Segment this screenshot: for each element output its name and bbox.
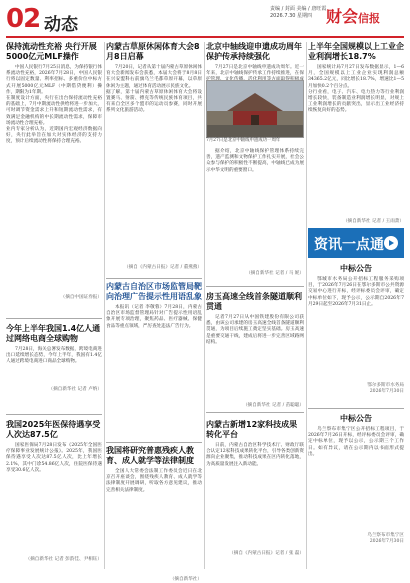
article-body: 本报讯（记者 李敬蓉）7月28日，内蒙古自治区市场监督管理局针对广告提示性用语乱象开展专项治理，聚焦药品、医疗器械、保健食品等重点领域，严厉查处违法广告行为。 [106,305,202,329]
headline[interactable]: 内蒙古自治区市场监管局靶向治理广告提示性用语乱象 [106,282,202,301]
masthead-meta [270,6,326,20]
masthead-logo [326,4,380,27]
column-2 [106,42,202,582]
article-divider [308,408,404,409]
article-source: （摘自新华社 记者 / 苗聪聪） [242,403,304,408]
headline[interactable]: 房玉高速全线首条隧道顺利贯通 [206,292,302,311]
article-central-axis [206,42,304,77]
article-source: （摘自新华社 记者 彭韵佳、尹相钰） [25,557,102,562]
header-rule [6,36,404,38]
article-source: （摘自中国证券报） [60,295,102,300]
headline[interactable]: 中标公告 [340,414,372,423]
article-body: 国家医保局7月28日发布《2025年全国医疗保障事业发展统计公报》。2025年，我国医保待遇享受人次达87.5亿人次，比上年增长2.1%，其中门诊54.86亿人次，住院医保待遇享受30.6亿人次。 [6,443,102,473]
section-name: 动态 [44,15,78,35]
central-axis-photo [206,80,304,138]
section-number: 02 [6,4,41,34]
article-body: 中国人民银行7月25日消息，为保持银行体系流动性充裕，2026年7月28日，中国人民银行将以固定数量、利率招标、多重价位中标方式开展5000亿元MLF（中期借贷便利）操作，期限为1年期。 在制度设计方面，央行在出台保持流动性充裕的基础上，7月中期流动性供给将进一步加大，可时调节资金需求上升和短期流动性需求，有效满足金融机构的中长期流动性需求，保障市场流动性合理充裕。 业内专家分析认为，近期国内宏观经济数据向好，央行此举旨在加大对实体经济的支持力度，预计后续流动性将保持合理充裕。 [6,65,102,145]
headline[interactable]: 中标公告 [340,264,372,273]
notice-ordos [308,264,404,395]
article-body: 国家统计局7月27日发布数据显示，1—6月，全国规模以上工业企业实现利润总额34365.2亿元，同比增长18.7%，增速比1—5月加快0.2个百分点。 分行业看，电子、汽车、电力热力等行业利润增长较快，装备制造业利润增长明显，对规上工业利润增长的贡献突出，显示出工业经济持续恢复向好的态势。 [308,65,404,114]
column-divider [306,42,307,569]
article-source: （摘自新华社 记者 卢纳） [48,387,102,392]
article-crossborder [6,324,102,393]
headline[interactable]: 内蒙古新增12家科技成果转化平台 [206,420,298,439]
notice-signer: 乌兰察布市集宁区 2026年7月30日 [367,533,404,544]
masthead-editor-line: 责编 / 封面 美编 / 唐旺霞 [270,6,327,12]
column-3 [206,42,304,571]
article-medical-insurance [6,420,102,563]
article-disability-education [106,446,202,583]
article-body: 全国人大常委会法制工作委员会近日在北京召开座谈会，围绕残疾人教育、成人就学等法律制度开展调研，听取各方意见建议，推动完善相关法律制度。 [106,469,202,493]
article-source: （摘自新华社 记者 / 马 妮） [246,271,304,276]
headline[interactable]: 内蒙古草原休闲体育大会8月8日启幕 [106,42,200,61]
article-body: 7月27日是北京中轴线申遗成功周年。近一年来，北京中轴线保护传承工作持续推进，在保 [206,65,304,77]
photo-graphic [207,81,303,137]
column-divider [104,42,105,569]
column-4 [308,42,404,571]
article-body: 7月28日，海关总署发布数据，跨境电商进出口延续增长态势，今年上半年，我国有1.4亿人通过跨境电商进口商品全球购物。 [6,347,102,365]
notice-signer: 鄂尔多斯市水务局 2026年7月30日 [367,383,404,394]
banner-text: 资讯一点通 [314,237,384,253]
article-body: 日前，内蒙古自治区科学技术厅、财政厅联合认定12家科技成果转化平台，引导各类创新资源向企业聚集，推动科技成果在区内转化落地，为高质量发展注入新动能。 [206,443,304,467]
article-ad-regulation [106,282,202,441]
article-body: 记者7月27日从中国铁建股份有限公司获悉，由该公司承建的房玉高速全线首条隧道顺利贯通，为项目后续施工奠定坚实基础。房玉高速是重要交通干线，建成后将进一步完善区域路网结构。 [206,315,304,345]
article-divider [106,278,202,279]
column-divider [204,42,205,569]
article-body: 据介绍，北京中轴线保护管理体系持续完善，遗产监测和文物保护工作扎实开展，社会公众参与保护的积极性不断提高，中轴线已成为展示中华文明的重要窗口。 [206,149,304,173]
article-divider [206,286,304,287]
article-divider [106,442,202,443]
article-grassland-sports [106,42,202,271]
article-source: （摘自新华社） [169,577,202,582]
masthead-logo-small: 信报 [358,12,381,25]
notice-ulanqab [308,414,404,545]
article-divider [6,414,102,415]
article-source: （摘自新华社 记者 / 王雨萧） [342,219,404,224]
column-1 [6,42,102,571]
masthead-logo-main: 财会 [326,7,359,26]
article-expressway-tunnel [206,292,304,409]
headline[interactable]: 北京中轴线迎申遗成功周年保护传承持续强化 [206,42,302,61]
photo-caption: 7月27日是北京中轴线申遗成功一周年 [206,138,281,143]
notice-body: 鄂城市水务局公开招标工程服务采购项目，于2026年7月26日在鄂尔多斯市公共资源交易中心进行开标，经评标委员会评审，确定中标单位如下，现予公示，公示期自2026年7月29日起至2026年7月31日止。 [308,277,404,307]
headline[interactable]: 我国2025年医保待遇享受人次达87.5亿 [6,420,101,439]
headline[interactable]: 上半年全国规模以上工业企业利润增长18.7% [308,42,404,61]
masthead-date: 2026.7.30 星期四 [270,13,313,19]
article-tech-transfer [206,420,304,557]
article-source: （摘自《内蒙古日报》记者 / 张 磊） [229,551,304,556]
article-central-axis-cont [206,146,304,277]
article-divider [6,318,102,319]
article-source: （摘自《内蒙古日报》记者 / 董燕燕） [124,265,202,270]
article-industrial-profits [308,42,404,225]
news-brief-banner [308,228,404,258]
headline[interactable]: 保持流动性充裕 央行开展5000亿元MLF操作 [6,42,97,61]
notice-body: 乌兰察布市集宁区公开招标工程项目，于2026年7月26日开标，经评标委员会评审，确定中标单位，现予以公示，公示期三个工作日。如有异议，请在公示期内以书面形式提出。 [308,427,404,457]
article-mlf [6,42,102,301]
article-body: 7月20日，记者从第十届内蒙古草原休闲体育大会新闻发布会获悉，本届大会将于8月8日在兴安盟科右前旗乌兰毛都草原开幕，以草原休闲为主题，通过体育活动展示民族文化。 据了解，第十届内蒙古草原休闲体育大会将设置赛马、射箭、搏克等传统民族体育项目，共有来自全区多个盟市的运动员参赛，同时开展系列文化旅游活动。 [106,65,202,114]
play-icon [384,236,398,250]
headline[interactable]: 我国将研究普惠残疾人教育、成人就学等法律制度 [106,446,194,465]
article-divider [206,412,304,413]
headline[interactable]: 今年上半年我国1.4亿人通过网络电商全球购物 [6,324,101,343]
page-header [0,0,410,40]
